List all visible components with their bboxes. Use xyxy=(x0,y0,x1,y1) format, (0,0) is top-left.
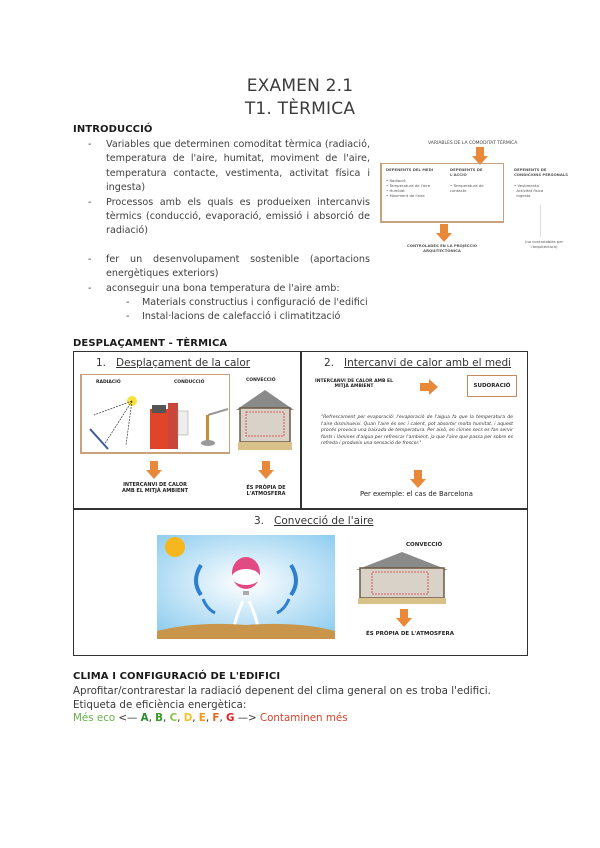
list-item: - fer un desenvolupament sostenible (aportacions energètiques exteriors) xyxy=(88,253,370,282)
convection-label: CONVECCIÓ xyxy=(246,378,276,383)
panel1-title: 1. Desplaçament de la calor xyxy=(96,357,251,369)
panel1-caption-left: INTERCANVI DE CALOR AMB EL MITJÀ AMBIENT xyxy=(122,482,188,494)
climate-heading: CLIMA I CONFIGURACIÓ DE L'EDIFICI xyxy=(73,671,281,682)
list-item: - Materials constructius i configuració de l'edifici xyxy=(88,296,370,310)
diagram-col-medium: DEPENENTS DEL MEDI • Radiació • Temperatura de l'aire • Humitat • Moviment de l'aire xyxy=(386,167,434,198)
list-item: - aconseguir una bona temperatura de l'aire amb: xyxy=(88,282,370,296)
page-subtitle: T1. TÈRMICA xyxy=(244,99,356,119)
climate-text-1: Aprofitar/contrarestar la radiació depenent del clima general on es troba l'edifici. xyxy=(73,685,491,697)
sweating-box: SUDORACIÓ xyxy=(467,375,517,397)
panel3-title: 3. Convecció de l'aire xyxy=(254,515,374,527)
panel3-caption: ÉS PRÒPIA DE L'ATMOSFERA xyxy=(366,631,454,637)
flame-rod-illustration-icon xyxy=(200,405,230,449)
pollute-label: Contaminen més xyxy=(259,712,348,724)
house-convection-icon xyxy=(352,550,452,606)
intro-heading: INTRODUCCIÓ xyxy=(73,124,153,135)
arrow-down-icon xyxy=(258,461,274,479)
grade-c: C xyxy=(169,712,178,724)
diagram-col-personal: DEPENENTS DE CONDICIONS PERSONALS • Vestimenta Activitat física Ingesta xyxy=(514,167,568,198)
displacement-heading: DESPLAÇAMENT - TÈRMICA xyxy=(73,338,228,349)
grade-e: E xyxy=(198,712,206,724)
arrow-down-icon xyxy=(396,609,412,627)
panel2-example: Per exemple: el cas de Barcelona xyxy=(360,490,473,498)
diagram-col-action: DEPENENTS DE L'ACCIÓ • Temperatura de contacte xyxy=(450,167,484,193)
grade-g: G xyxy=(225,712,235,724)
climate-text-2: Etiqueta de eficiència energètica: xyxy=(73,699,247,711)
energy-label-scale: Més eco <— A, B, C, D, E, F, G —> Contaminen més xyxy=(73,712,348,724)
grade-a: A xyxy=(140,712,149,724)
displacement-frame xyxy=(73,351,528,656)
list-item: - Instal·lacions de calefacció i climatització xyxy=(88,310,370,324)
page-title: EXAMEN 2.1 xyxy=(246,76,354,96)
grade-b: B xyxy=(155,712,164,724)
diagram-title: VARIABLES DE LA COMODITAT TÈRMICA xyxy=(428,141,518,146)
list-item: - Processos amb els quals es produeixen intercanvis tèrmics (conducció, evaporació, emissió i absorció de radiació) xyxy=(88,196,370,239)
arrow-down-icon xyxy=(146,461,162,479)
comfort-variables-diagram xyxy=(380,135,600,255)
air-convection-illustration-icon xyxy=(157,535,335,643)
panel2-title: 2. Intercanvi de calor amb el medi xyxy=(324,357,512,369)
list-item: - Variables que determinen comoditat tèrmica (radiació, temperatura de l'aire, humitat, moviment de l'aire, temperatura contacte, vestimenta, activitat física i ingesta) xyxy=(88,138,370,196)
arrow-down-icon xyxy=(436,224,452,242)
intro-list xyxy=(88,138,370,325)
radiation-illustration-icon xyxy=(86,389,146,451)
panel2-left-label: INTERCANVI DE CALOR AMB EL MITJÀ AMBIENT xyxy=(315,379,393,389)
heat-transfer-image: RADIACIÓ CONDUCCIÓ xyxy=(80,374,230,454)
arrow-down-icon xyxy=(410,470,426,488)
connector-line xyxy=(540,205,541,237)
panel2-quote: "Refrescament per evaporació: l'evaporació de l'aigua fa que la temperatura de l'aire disminueixi. Quan l'aire és sec i calent, pot absorbir molta humitat, i aquest procés provoca una baixada de temperatura. Per això, en climes secs es fan servir fonts i làmines d'aigua per refrescar l'ambient, ja que l'aire que passa per sobre es refreda i produeix una sensació de frescor." xyxy=(321,415,513,447)
conduction-illustration-icon xyxy=(148,401,194,451)
grade-d: D xyxy=(183,712,193,724)
panel1-caption-right: ÉS PRÒPIA DE L'ATMOSFERA xyxy=(246,485,286,497)
diagram-bottom-left: CONTROLADES EN LA PROJECCIÓ ARQUITECTÒNICA xyxy=(406,243,478,253)
arrow-right-icon xyxy=(420,379,438,395)
eco-label: Més eco xyxy=(73,712,116,724)
grade-f: F xyxy=(212,712,220,724)
panel3-right-label: CONVECCIÓ xyxy=(406,542,443,548)
diagram-bottom-right: (no controlables per l'arquitectura) xyxy=(524,239,564,249)
house-convection-icon xyxy=(234,388,296,452)
